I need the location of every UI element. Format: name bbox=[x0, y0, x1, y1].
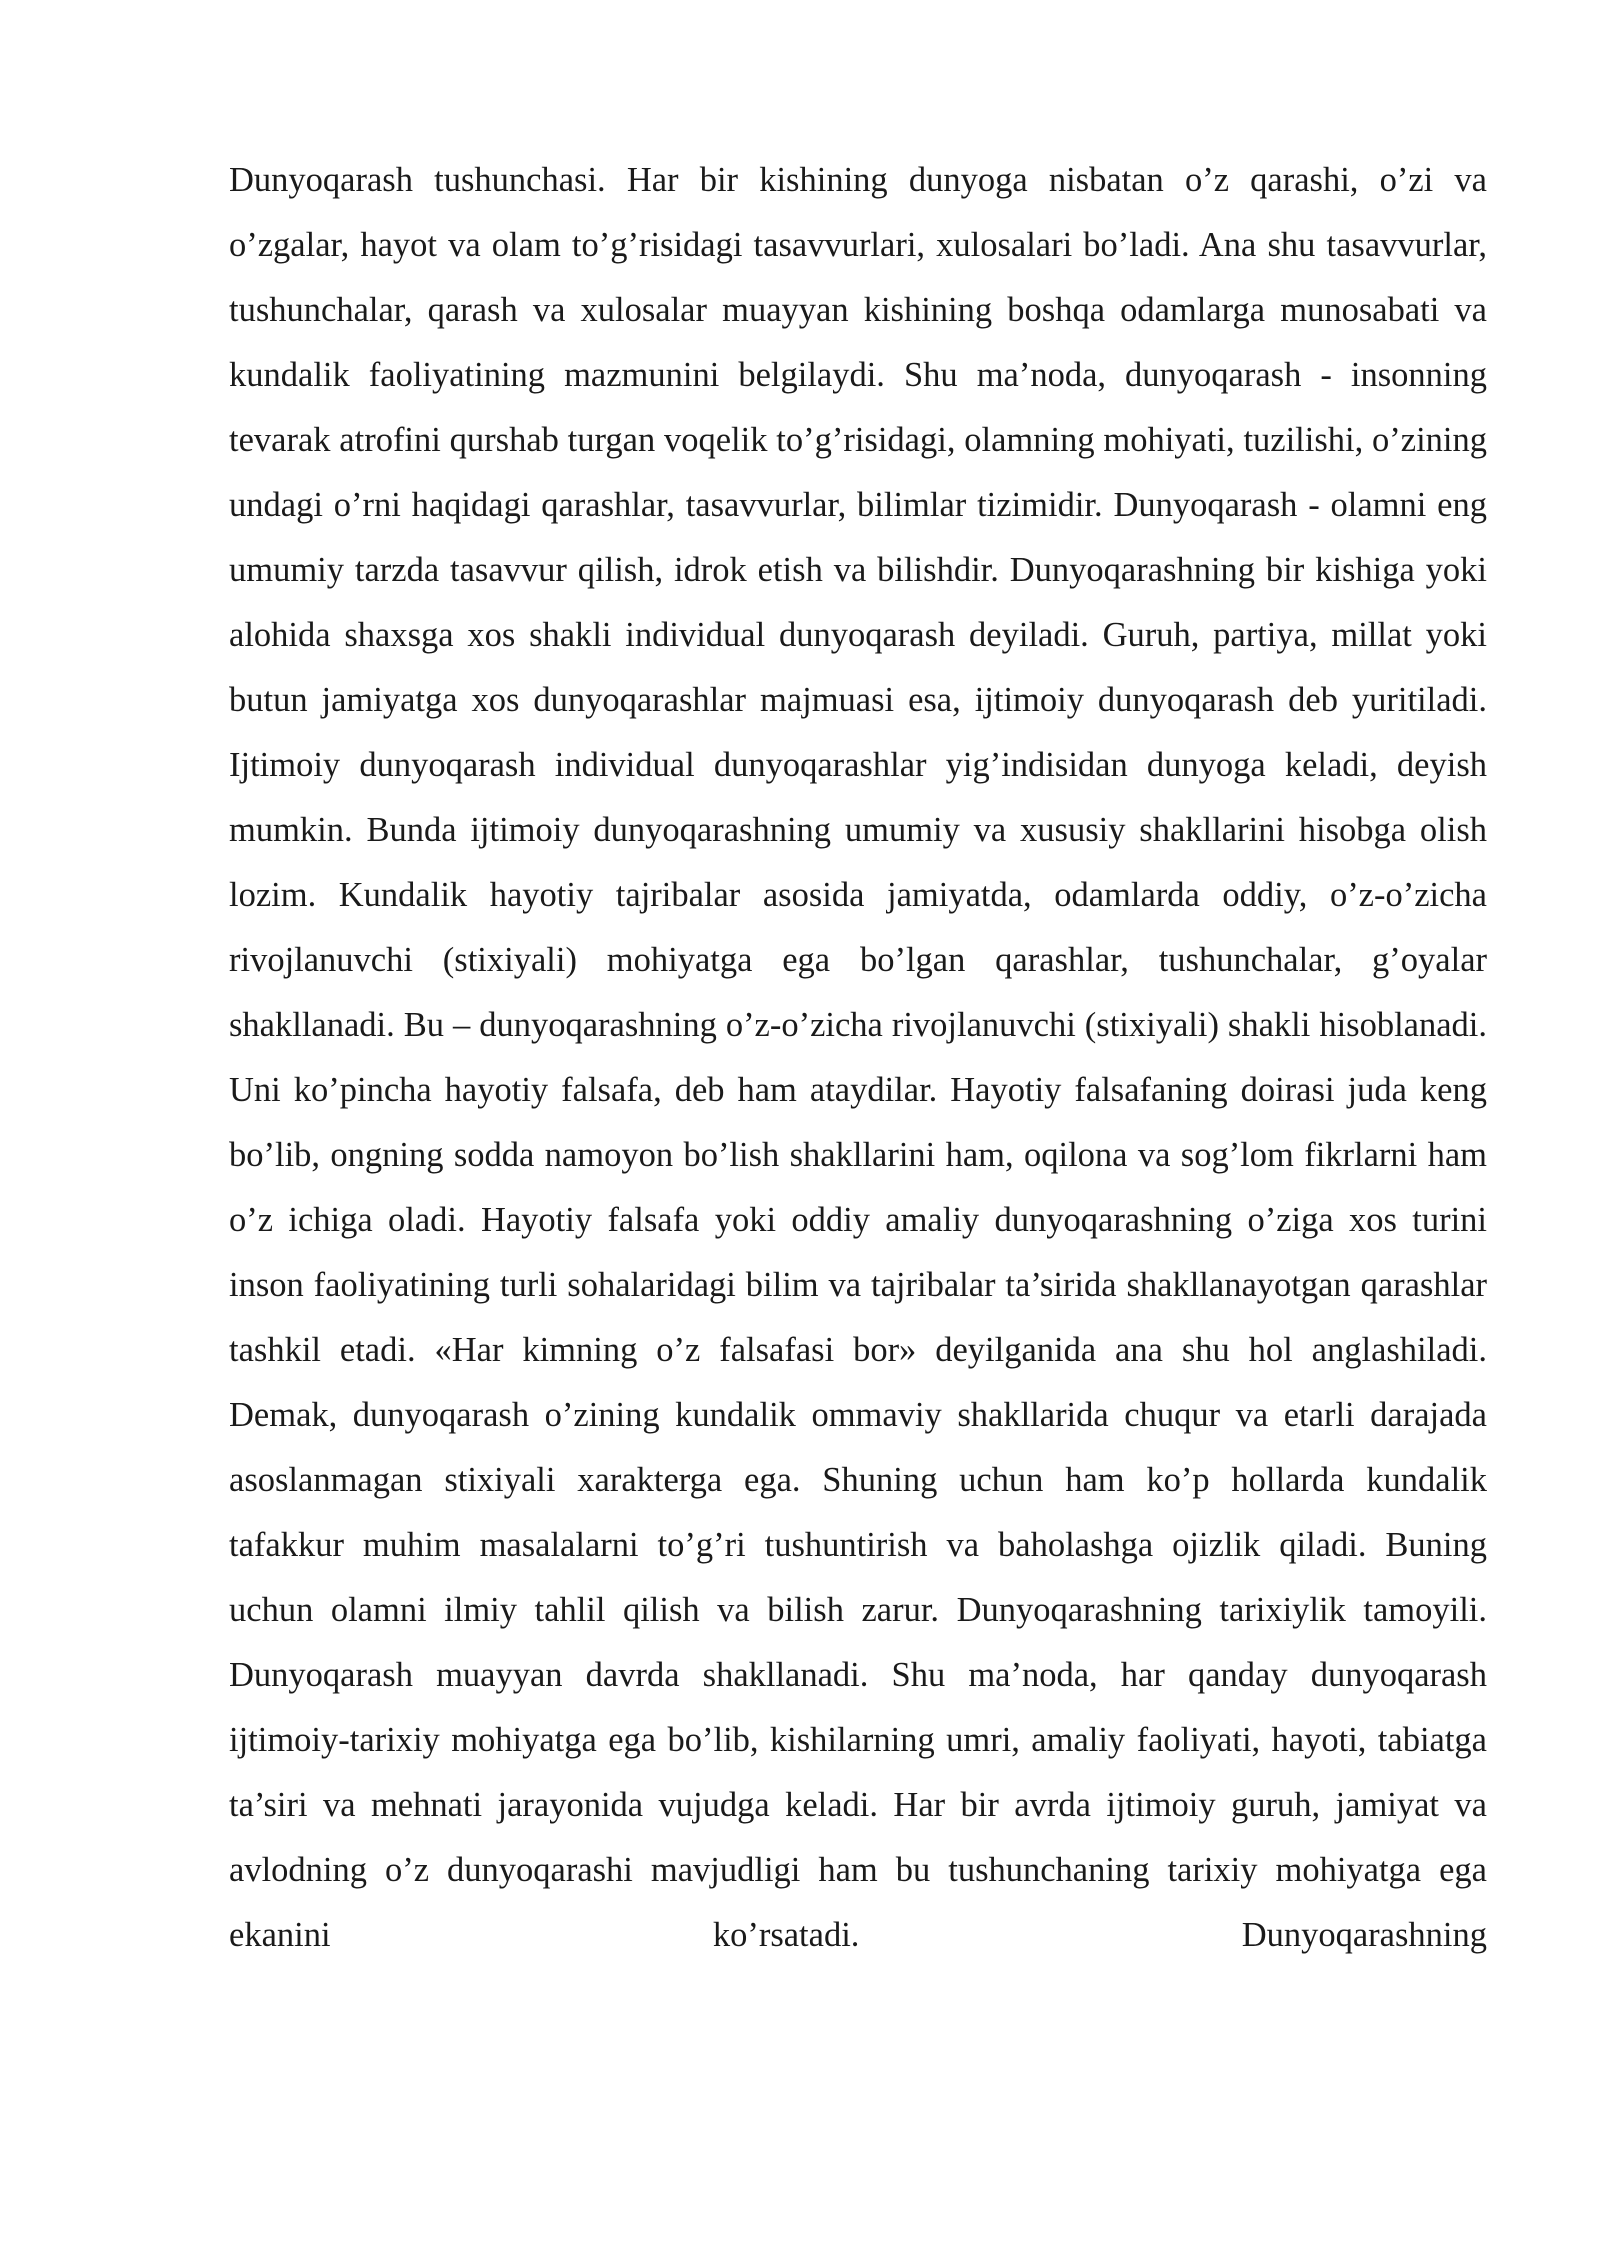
body-paragraph: Dunyoqarash tushunchasi. Har bir kishining dunyoga nisbatan o’z qarashi, o’zi va o’zgalar, hayot va olam to’g’risidagi tasavvurlari, xulosalari bo’ladi. Ana shu tasavvurlar, tushunchalar, qarash va xulosalar muayyan kishining boshqa odamlarga munosabati va kundalik faoliyatining mazmunini belgilaydi. Shu ma’noda, dunyoqarash - insonning tevarak atrofini qurshab turgan voqelik to’g’risidagi, olamning mohiyati, tuzilishi, o’zining undagi o’rni haqidagi qarashlar, tasavvurlar, bilimlar tizimidir. Dunyoqarash - olamni eng umumiy tarzda tasavvur qilish, idrok etish va bilishdir. Dunyoqarashning bir kishiga yoki alohida shaxsga xos shakli individual dunyoqarash deyiladi. Guruh, partiya, millat yoki butun jamiyatga xos dunyoqarashlar majmuasi esa, ijtimoiy dunyoqarash deb yuritiladi. Ijtimoiy dunyoqarash individual dunyoqarashlar yig’indisidan dunyoga keladi, deyish mumkin. Bunda ijtimoiy dunyoqarashning umumiy va xususiy shakllarini hisobga olish lozim. Kundalik hayotiy tajribalar asosida jamiyatda, odamlarda oddiy, o’z-o’zicha rivojlanuvchi (stixiyali) mohiyatga ega bo’lgan qarashlar, tushunchalar, g’oyalar shakllanadi. Bu – dunyoqarashning o’z-o’zicha rivojlanuvchi (stixiyali) shakli hisoblanadi. Uni ko’pincha hayotiy falsafa, deb ham ataydilar. Hayotiy falsafaning doirasi juda keng bo’lib, ongning sodda namoyon bo’lish shakllarini ham, oqilona va sog’lom fikrlarni ham o’z ichiga oladi. Hayotiy falsafa yoki oddiy amaliy dunyoqarashning o’ziga xos turini inson faoliyatining turli sohalaridagi bilim va tajribalar ta’sirida shakllanayotgan qarashlar tashkil etadi. «Har kimning o’z falsafasi bor» deyilganida ana shu hol anglashiladi. Demak, dunyoqarash o’zining kundalik ommaviy shakllarida chuqur va etarli darajada asoslanmagan stixiyali xarakterga ega. Shuning uchun ham ko’p hollarda kundalik tafakkur muhim masalalarni to’g’ri tushuntirish va baholashga ojizlik qiladi. Buning uchun olamni ilmiy tahlil qilish va bilish zarur. Dunyoqarashning tarixiylik tamoyili. Dunyoqarash muayyan davrda shakllanadi. Shu ma’noda, har qanday dunyoqarash ijtimoiy-tarixiy mohiyatga ega bo’lib, kishilarning umri, amaliy faoliyati, hayoti, tabiatga ta’siri va mehnati jarayonida vujudga keladi. Har bir avrda ijtimoiy guruh, jamiyat va avlodning o’z dunyoqarashi mavjudligi ham bu tushunchaning tarixiy mohiyatga ega ekanini ko’rsatadi. Dunyoqarashning bbox=[229, 161, 1487, 1954]
